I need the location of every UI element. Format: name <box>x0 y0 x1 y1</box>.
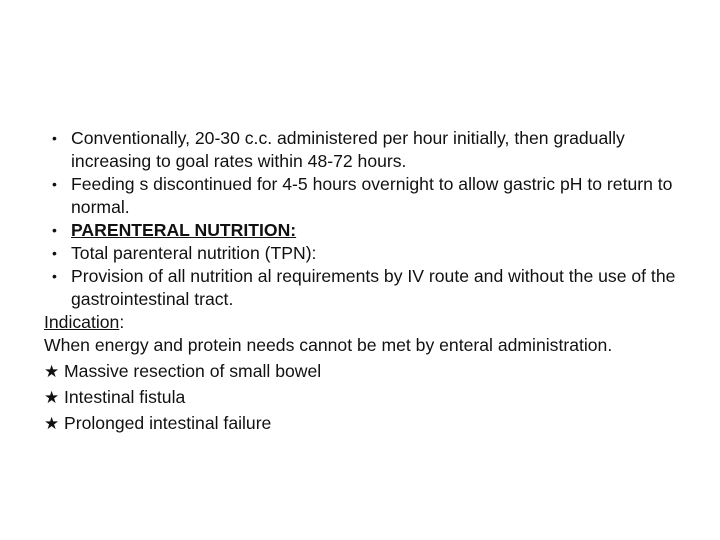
star-item-massive-resection <box>44 360 684 383</box>
bullet-text: Conventionally, 20-30 c.c. administered per hour initially, then gradually increasing to goal rates within 48-72 hours. <box>71 128 625 171</box>
bullet-dot-icon: • <box>52 176 57 192</box>
bullet-dot-icon: • <box>52 222 57 238</box>
star-icon: ★ <box>44 362 60 381</box>
slide-content <box>44 127 684 435</box>
indication-colon: : <box>119 312 125 332</box>
star-icon: ★ <box>44 414 60 433</box>
bullet-dot-icon: • <box>52 130 57 146</box>
star-item-intestinal-failure <box>44 412 684 435</box>
bullet-dot-icon: • <box>52 268 57 284</box>
indication-label: Indication <box>44 312 120 332</box>
bullet-dot-icon: • <box>52 245 57 261</box>
indication-text: When energy and protein needs cannot be met by enteral administration. <box>44 335 613 355</box>
bullet-text: Feeding s discontinued for 4-5 hours overnight to allow gastric pH to return to normal. <box>71 174 673 217</box>
star-item-text: Massive resection of small bowel <box>64 361 322 381</box>
bullet-item-feeding-discontinued <box>44 173 684 219</box>
indication-heading <box>44 311 684 334</box>
bullet-item-tpn <box>44 242 684 265</box>
star-item-text: Intestinal fistula <box>64 387 186 407</box>
bullet-text: Provision of all nutrition al requirements by IV route and without the use of the gastrointestinal tract. <box>71 266 676 309</box>
star-icon: ★ <box>44 388 60 407</box>
bullet-text: Total parenteral nutrition (TPN): <box>71 243 317 263</box>
bullet-item-provision <box>44 265 684 311</box>
star-item-intestinal-fistula <box>44 386 684 409</box>
bullet-item-infusion-rate <box>44 127 684 173</box>
parenteral-heading: PARENTERAL NUTRITION: <box>71 220 297 240</box>
bullet-item-parenteral-heading <box>44 219 684 242</box>
bullet-list <box>44 127 684 311</box>
star-item-text: Prolonged intestinal failure <box>64 413 272 433</box>
